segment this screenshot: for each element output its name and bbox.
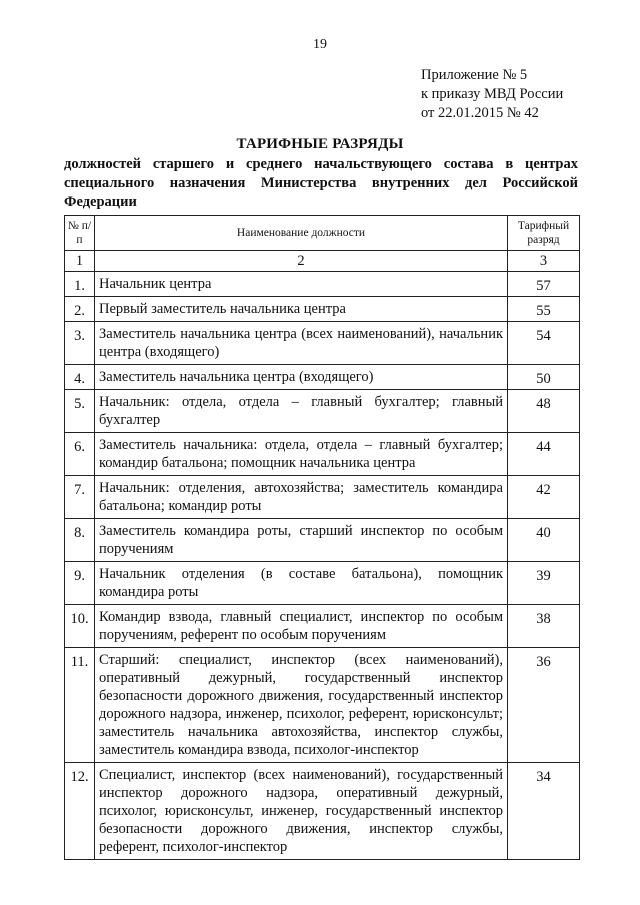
tariff-grade: 54: [508, 322, 580, 365]
position-name: Начальник: отдела, отдела – главный бухгалтер; главный бухгалтер: [95, 390, 508, 433]
position-name: Заместитель командира роты, старший инспектор по особым поручениям: [95, 519, 508, 562]
position-name: Старший: специалист, инспектор (всех наименований), оперативный дежурный, государственный инспектор безопасности дорожного движения, государственный инспектор дорожного надзора, инженер, психолог, референт, юрисконсульт; заместитель начальника автохозяйства, инспектор службы, заместитель командира взвода, психолог-инспектор: [95, 648, 508, 763]
table-row: [65, 519, 580, 562]
header-position: Наименование должности: [95, 216, 508, 251]
table-row: [65, 297, 580, 322]
table-row: [65, 562, 580, 605]
position-name: Начальник центра: [95, 272, 508, 297]
position-name: Специалист, инспектор (всех наименований), государственный инспектор дорожного надзора, оперативный дежурный, психолог, юрисконсульт, инженер, государственный инспектор безопасности дорожного движения, инспектор службы, референт, психолог-инспектор: [95, 763, 508, 860]
row-number: 3.: [65, 322, 95, 365]
header-num: № п/п: [65, 216, 95, 251]
position-name: Начальник: отделения, автохозяйства; заместитель командира батальона; командир роты: [95, 476, 508, 519]
page-number: 19: [313, 37, 327, 52]
position-name: Заместитель начальника центра (входящего): [95, 365, 508, 390]
table-row: [65, 605, 580, 648]
position-name: Командир взвода, главный специалист, инспектор по особым поручениям, референт по особым поручениям: [95, 605, 508, 648]
table-row: [65, 763, 580, 860]
table-row: [65, 322, 580, 365]
column-index: 2: [95, 251, 508, 272]
position-name: Заместитель начальника: отдела, отдела – главный бухгалтер; командир батальона; помощник начальника центра: [95, 433, 508, 476]
tariff-grade: 39: [508, 562, 580, 605]
tariff-grades-table: [64, 215, 580, 860]
header-grade: Тарифный разряд: [508, 216, 580, 251]
column-index: 3: [508, 251, 580, 272]
appendix-line-1: Приложение № 5: [421, 67, 528, 83]
tariff-grade: 55: [508, 297, 580, 322]
table-row: [65, 272, 580, 297]
row-number: 7.: [65, 476, 95, 519]
table-header-row: [65, 216, 580, 251]
column-index: 1: [65, 251, 95, 272]
appendix-reference: [421, 66, 563, 123]
appendix-line-3: от 22.01.2015 № 42: [421, 105, 539, 121]
row-number: 5.: [65, 390, 95, 433]
table-row: [65, 648, 580, 763]
row-number: 10.: [65, 605, 95, 648]
row-number: 2.: [65, 297, 95, 322]
document-title: ТАРИФНЫЕ РАЗРЯДЫ: [236, 136, 404, 152]
row-number: 6.: [65, 433, 95, 476]
row-number: 4.: [65, 365, 95, 390]
document-subtitle: должностей старшего и среднего начальствующего состава в центрах специального назначения Министерства внутренних дел Российской Федерации: [64, 156, 578, 210]
position-name: Первый заместитель начальника центра: [95, 297, 508, 322]
table-row: [65, 390, 580, 433]
tariff-grade: 44: [508, 433, 580, 476]
tariff-grade: 36: [508, 648, 580, 763]
row-number: 12.: [65, 763, 95, 860]
tariff-grade: 50: [508, 365, 580, 390]
tariff-grade: 57: [508, 272, 580, 297]
tariff-grade: 42: [508, 476, 580, 519]
tariff-grade: 38: [508, 605, 580, 648]
row-number: 1.: [65, 272, 95, 297]
table-row: [65, 476, 580, 519]
tariff-grade: 40: [508, 519, 580, 562]
table-row: [65, 365, 580, 390]
row-number: 8.: [65, 519, 95, 562]
position-name: Заместитель начальника центра (всех наименований), начальник центра (входящего): [95, 322, 508, 365]
column-index-row: [65, 251, 580, 272]
tariff-grade: 48: [508, 390, 580, 433]
appendix-line-2: к приказу МВД России: [421, 86, 564, 102]
tariff-grade: 34: [508, 763, 580, 860]
row-number: 9.: [65, 562, 95, 605]
table-row: [65, 433, 580, 476]
position-name: Начальник отделения (в составе батальона), помощник командира роты: [95, 562, 508, 605]
row-number: 11.: [65, 648, 95, 763]
